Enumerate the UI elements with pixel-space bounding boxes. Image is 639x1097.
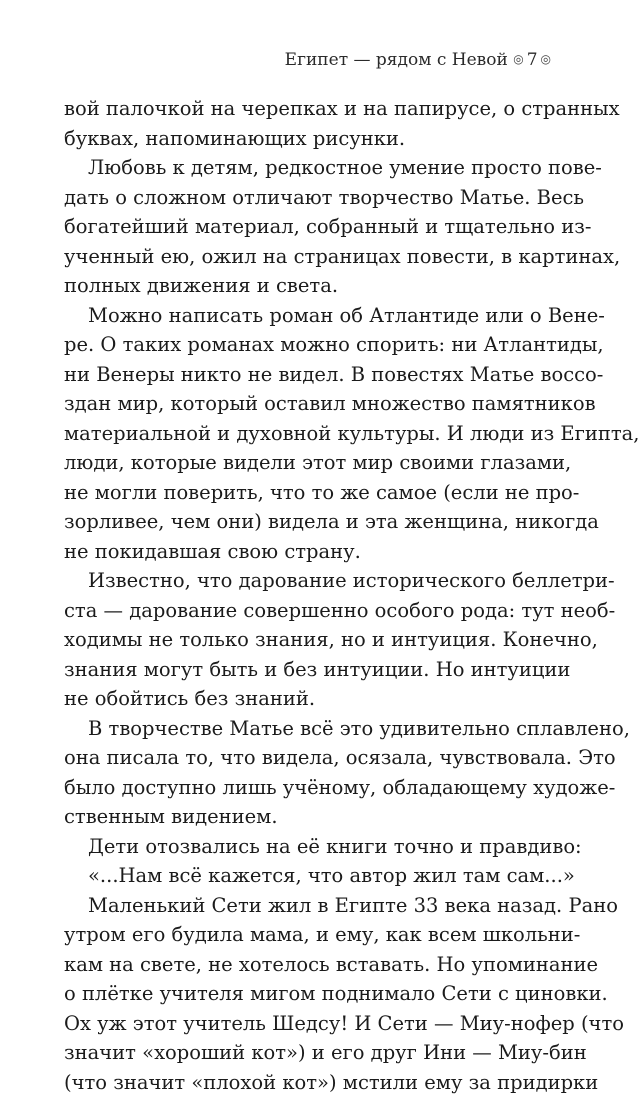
text-line: (что значит «плохой кот») мстили ему за придирки xyxy=(64,1068,550,1097)
page-number-ornament-left: ◎ xyxy=(513,47,523,71)
text-line: ре. О таких романах можно спорить: ни Атлантиды, xyxy=(64,330,550,360)
paragraph xyxy=(64,861,550,891)
page-number-ornament-right: ◎ xyxy=(541,47,551,71)
text-line: В творчестве Матье всё это удивительно сплавлено, xyxy=(64,714,550,744)
text-line: Маленький Сети жил в Египте 33 века назад. Рано xyxy=(64,891,550,921)
text-line: ста — дарование совершенно особого рода: тут необ- xyxy=(64,596,550,626)
text-line: Дети отозвались на её книги точно и правдиво: xyxy=(64,832,550,862)
text-line: она писала то, что видела, осязала, чувствовала. Это xyxy=(64,743,550,773)
text-line: зорливее, чем они) видела и эта женщина, никогда xyxy=(64,507,550,537)
text-line: «...Нам всё кажется, что автор жил там сам...» xyxy=(64,861,550,891)
paragraph xyxy=(64,301,550,567)
text-line: Любовь к детям, редкостное умение просто пове- xyxy=(64,153,550,183)
text-line: Можно написать роман об Атлантиде или о Вене- xyxy=(64,301,550,331)
text-line: ученный ею, ожил на страницах повести, в картинах, xyxy=(64,242,550,272)
text-line: ственным видением. xyxy=(64,802,550,832)
text-line: дать о сложном отличают творчество Матье. Весь xyxy=(64,183,550,213)
text-line: люди, которые видели этот мир своими глазами, xyxy=(64,448,550,478)
paragraph xyxy=(64,153,550,301)
running-header xyxy=(64,47,551,72)
text-line: знания могут быть и без интуиции. Но интуиции xyxy=(64,655,550,685)
paragraph xyxy=(64,891,550,1097)
text-line: ни Венеры никто не видел. В повестях Матье воссо- xyxy=(64,360,550,390)
text-line: не покидавшая свою страну. xyxy=(64,537,550,567)
text-line: здан мир, который оставил множество памятников xyxy=(64,389,550,419)
text-line: утром его будила мама, и ему, как всем школьни- xyxy=(64,920,550,950)
paragraph xyxy=(64,566,550,714)
paragraph xyxy=(64,94,550,153)
paragraph xyxy=(64,714,550,832)
paragraph xyxy=(64,832,550,862)
text-line: Известно, что дарование исторического беллетри- xyxy=(64,566,550,596)
page-body-text xyxy=(64,94,550,1097)
text-line: вой палочкой на черепках и на папирусе, о странных xyxy=(64,94,550,124)
page-number: 7 xyxy=(527,50,538,70)
text-line: не могли поверить, что то же самое (если не про- xyxy=(64,478,550,508)
text-line: не обойтись без знаний. xyxy=(64,684,550,714)
text-line: материальной и духовной культуры. И люди из Египта, xyxy=(64,419,550,449)
text-line: было доступно лишь учёному, обладающему художе- xyxy=(64,773,550,803)
text-line: ходимы не только знания, но и интуиция. Конечно, xyxy=(64,625,550,655)
text-line: значит «хороший кот») и его друг Ини — Миу-бин xyxy=(64,1038,550,1068)
running-title: Египет — рядом с Невой xyxy=(285,50,508,70)
text-line: о плётке учителя мигом поднимало Сети с циновки. xyxy=(64,979,550,1009)
text-line: полных движения и света. xyxy=(64,271,550,301)
text-line: Ох уж этот учитель Шедсу! И Сети — Миу-нофер (что xyxy=(64,1009,550,1039)
text-line: кам на свете, не хотелось вставать. Но упоминание xyxy=(64,950,550,980)
text-line: богатейший материал, собранный и тщательно из- xyxy=(64,212,550,242)
text-line: буквах, напоминающих рисунки. xyxy=(64,124,550,154)
